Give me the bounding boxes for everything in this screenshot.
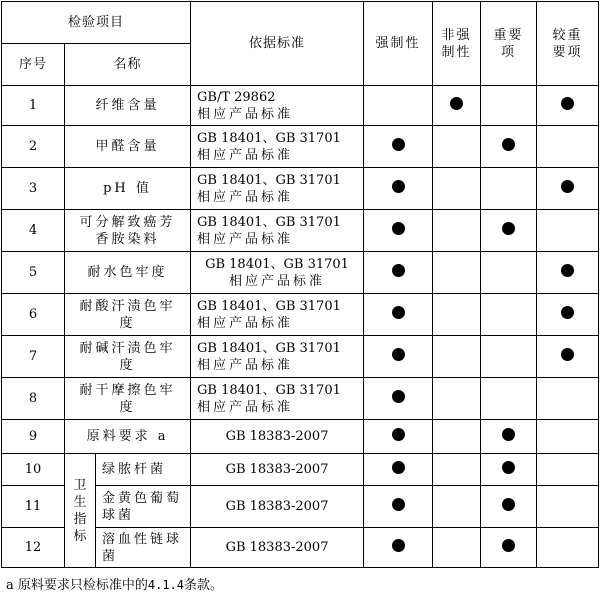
header-project-group: 检验项目	[2, 2, 191, 44]
non-mandatory-cell	[433, 486, 481, 528]
item-name: 溶血性链球 菌	[96, 528, 191, 568]
filled-dot-icon	[502, 222, 515, 235]
header-name: 名称	[65, 44, 191, 86]
item-name: 耐碱汗渍色牢 度	[65, 336, 191, 378]
non-mandatory-cell	[433, 252, 481, 294]
row-number: 12	[2, 528, 65, 568]
item-name: pH 值	[65, 168, 191, 210]
item-name: 甲醛含量	[65, 126, 191, 168]
table-row	[2, 294, 599, 336]
mandatory-cell	[364, 168, 433, 210]
filled-dot-icon	[392, 306, 405, 319]
row-number: 2	[2, 126, 65, 168]
header-less-important: 较重 要项	[537, 2, 599, 86]
mandatory-cell	[364, 126, 433, 168]
less-important-cell	[537, 86, 599, 126]
filled-dot-icon	[392, 498, 405, 511]
filled-dot-icon	[561, 180, 574, 193]
non-mandatory-cell	[433, 336, 481, 378]
filled-dot-icon	[392, 539, 405, 552]
row-number: 3	[2, 168, 65, 210]
filled-dot-icon	[502, 428, 515, 441]
basis-standard: GB 18401、GB 31701 相应产品标准	[191, 168, 364, 210]
row-number: 5	[2, 252, 65, 294]
important-cell	[481, 294, 537, 336]
row-number: 10	[2, 454, 65, 486]
row-number: 9	[2, 420, 65, 454]
less-important-cell	[537, 252, 599, 294]
hygiene-indicator-group: 卫 生 指 标	[65, 454, 96, 568]
basis-standard: GB 18401、GB 31701 相应产品标准	[191, 210, 364, 252]
header-non-mandatory: 非强 制性	[433, 2, 481, 86]
table-row	[2, 168, 599, 210]
basis-standard: GB 18401、GB 31701 相应产品标准	[191, 378, 364, 420]
less-important-cell	[537, 420, 599, 454]
header-seq: 序号	[2, 44, 65, 86]
non-mandatory-cell	[433, 528, 481, 568]
mandatory-cell	[364, 378, 433, 420]
filled-dot-icon	[561, 306, 574, 319]
row-number: 1	[2, 86, 65, 126]
basis-standard: GB/T 29862 相应产品标准	[191, 86, 364, 126]
table-row	[2, 378, 599, 420]
important-cell	[481, 378, 537, 420]
non-mandatory-cell	[433, 168, 481, 210]
item-name: 金黄色葡萄 球菌	[96, 486, 191, 528]
table-row	[2, 454, 599, 486]
item-name: 绿脓杆菌	[96, 454, 191, 486]
table-row	[2, 420, 599, 454]
important-cell	[481, 252, 537, 294]
important-cell	[481, 210, 537, 252]
non-mandatory-cell	[433, 378, 481, 420]
basis-standard: GB 18401、GB 31701 相应产品标准	[191, 126, 364, 168]
less-important-cell	[537, 336, 599, 378]
filled-dot-icon	[502, 461, 515, 474]
header-basis: 依据标准	[191, 2, 364, 86]
important-cell	[481, 336, 537, 378]
important-cell	[481, 486, 537, 528]
item-name: 耐酸汗渍色牢 度	[65, 294, 191, 336]
inspection-items-table	[1, 1, 599, 568]
important-cell	[481, 86, 537, 126]
table-footnote: a 原料要求只检标准中的4.1.4条款。	[6, 578, 224, 593]
basis-standard: GB 18383-2007	[191, 528, 364, 568]
table-row	[2, 86, 599, 126]
mandatory-cell	[364, 210, 433, 252]
header-row-1	[2, 2, 599, 44]
table-row	[2, 126, 599, 168]
item-name: 纤维含量	[65, 86, 191, 126]
filled-dot-icon	[392, 348, 405, 361]
non-mandatory-cell	[433, 454, 481, 486]
basis-standard: GB 18401、GB 31701 相应产品标准	[191, 252, 364, 294]
important-cell	[481, 454, 537, 486]
basis-standard: GB 18383-2007	[191, 420, 364, 454]
filled-dot-icon	[392, 428, 405, 441]
filled-dot-icon	[392, 461, 405, 474]
less-important-cell	[537, 168, 599, 210]
basis-standard: GB 18401、GB 31701 相应产品标准	[191, 336, 364, 378]
basis-standard: GB 18383-2007	[191, 486, 364, 528]
header-mandatory: 强制性	[364, 2, 433, 86]
row-number: 7	[2, 336, 65, 378]
important-cell	[481, 126, 537, 168]
mandatory-cell	[364, 528, 433, 568]
filled-dot-icon	[561, 97, 574, 110]
mandatory-cell	[364, 294, 433, 336]
row-number: 11	[2, 486, 65, 528]
item-name: 耐水色牢度	[65, 252, 191, 294]
non-mandatory-cell	[433, 210, 481, 252]
table-row	[2, 210, 599, 252]
filled-dot-icon	[392, 138, 405, 151]
important-cell	[481, 420, 537, 454]
filled-dot-icon	[561, 348, 574, 361]
less-important-cell	[537, 454, 599, 486]
important-cell	[481, 528, 537, 568]
header-important: 重要 项	[481, 2, 537, 86]
non-mandatory-cell	[433, 420, 481, 454]
mandatory-cell	[364, 454, 433, 486]
basis-standard: GB 18401、GB 31701 相应产品标准	[191, 294, 364, 336]
less-important-cell	[537, 378, 599, 420]
filled-dot-icon	[392, 390, 405, 403]
filled-dot-icon	[561, 264, 574, 277]
row-number: 4	[2, 210, 65, 252]
less-important-cell	[537, 528, 599, 568]
mandatory-cell	[364, 252, 433, 294]
filled-dot-icon	[502, 498, 515, 511]
basis-standard: GB 18383-2007	[191, 454, 364, 486]
mandatory-cell	[364, 86, 433, 126]
filled-dot-icon	[502, 539, 515, 552]
row-number: 6	[2, 294, 65, 336]
item-name: 可分解致癌芳 香胺染料	[65, 210, 191, 252]
non-mandatory-cell	[433, 294, 481, 336]
row-number: 8	[2, 378, 65, 420]
less-important-cell	[537, 486, 599, 528]
less-important-cell	[537, 294, 599, 336]
filled-dot-icon	[392, 264, 405, 277]
filled-dot-icon	[392, 180, 405, 193]
less-important-cell	[537, 210, 599, 252]
mandatory-cell	[364, 420, 433, 454]
filled-dot-icon	[502, 138, 515, 151]
mandatory-cell	[364, 486, 433, 528]
table-row	[2, 252, 599, 294]
non-mandatory-cell	[433, 86, 481, 126]
item-name: 耐干摩擦色牢 度	[65, 378, 191, 420]
less-important-cell	[537, 126, 599, 168]
table-row	[2, 336, 599, 378]
mandatory-cell	[364, 336, 433, 378]
item-name: 原料要求 a	[65, 420, 191, 454]
non-mandatory-cell	[433, 126, 481, 168]
filled-dot-icon	[392, 222, 405, 235]
important-cell	[481, 168, 537, 210]
filled-dot-icon	[450, 97, 463, 110]
